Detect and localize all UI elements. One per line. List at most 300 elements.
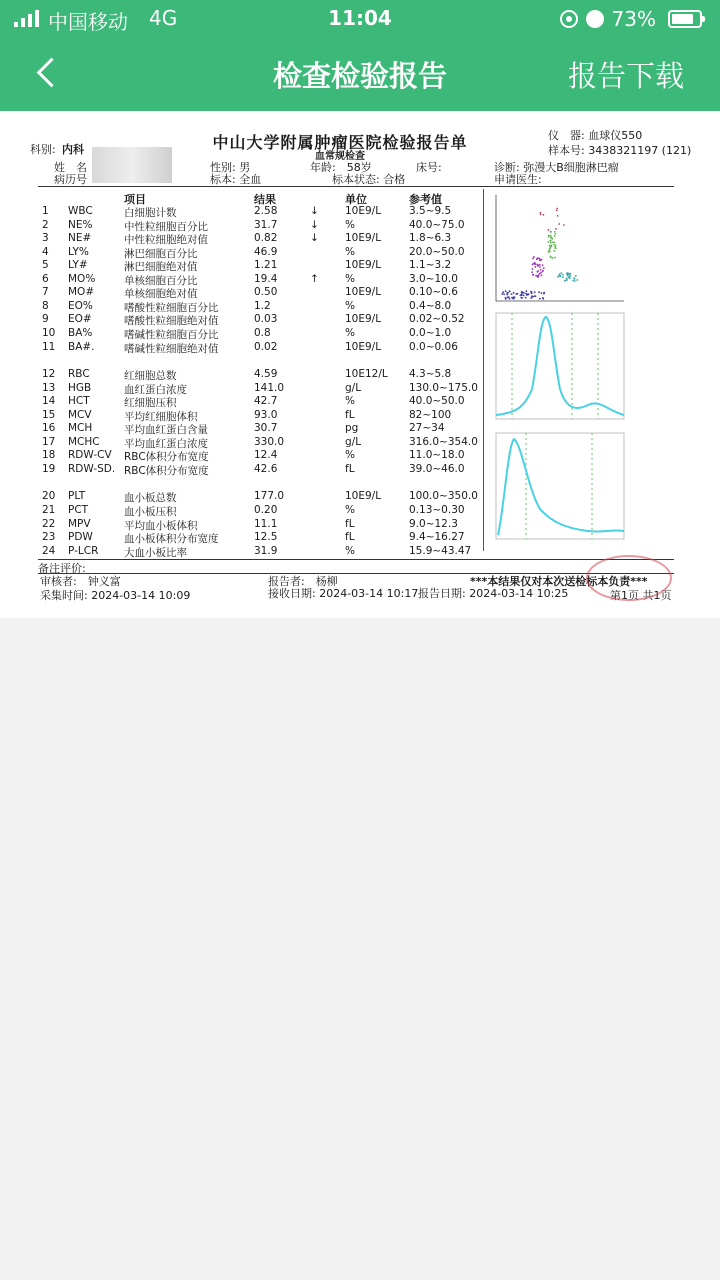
cell-code: RBC (68, 368, 90, 381)
scatter-dot (536, 258, 538, 260)
scatter-dot (534, 291, 536, 293)
cell-flag: ↓ (310, 218, 319, 231)
cell-unit: % (345, 299, 355, 312)
cell-unit: 10E9/L (345, 232, 382, 245)
scatter-dot (574, 280, 576, 282)
scatter-dot (521, 294, 523, 296)
scatter-dot (509, 290, 511, 292)
cell-n: 3 (42, 232, 49, 245)
specimen: 标本: 全血 (210, 173, 262, 186)
cell-n: 13 (42, 381, 56, 394)
cell-unit: 10E9/L (345, 340, 382, 353)
scatter-dot (573, 277, 575, 279)
wbc-scatter-plot (496, 195, 624, 301)
cell-name: RBC体积分布宽度 (124, 451, 209, 464)
scatter-dot (542, 264, 544, 266)
cell-n: 23 (42, 531, 56, 544)
scatter-dot (550, 240, 552, 242)
cell-unit: fL (345, 408, 355, 421)
scatter-dot (502, 291, 504, 293)
cell-ref: 82~100 (409, 408, 452, 421)
remarks-label: 备注评价: (38, 562, 86, 575)
specimen-status: 标本状态: 合格 (332, 173, 406, 186)
scatter-dot (539, 266, 541, 268)
scatter-dot (525, 297, 527, 299)
cell-n: 15 (42, 408, 56, 421)
scatter-dot (527, 294, 529, 296)
scatter-dot (537, 265, 539, 267)
cell-flag: ↓ (310, 232, 319, 245)
table-row (38, 368, 483, 382)
cell-value: 31.7 (254, 218, 278, 231)
cell-value: 46.9 (254, 245, 278, 258)
scatter-dot (552, 257, 554, 259)
scatter-dot (566, 278, 568, 280)
cell-unit: g/L (345, 435, 362, 448)
cell-unit: 10E12/L (345, 368, 388, 381)
status-right (560, 7, 702, 31)
cell-code: NE% (68, 218, 93, 231)
table-row (38, 313, 483, 327)
cell-name: 血红蛋白浓度 (124, 383, 187, 396)
cell-name: 嗜酸性粒细胞绝对值 (124, 315, 219, 328)
table-row (38, 504, 483, 518)
cell-name: 平均红细胞体积 (124, 410, 198, 423)
cell-ref: 316.0~354.0 (409, 435, 478, 448)
cell-flag: ↑ (310, 272, 319, 285)
table-row (38, 518, 483, 532)
cell-value: 1.2 (254, 299, 271, 312)
scatter-dot (521, 291, 523, 293)
cell-n: 4 (42, 245, 49, 258)
reporter: 报告者: 杨柳 (268, 575, 338, 588)
plt-histogram (496, 433, 624, 539)
report-time: 报告日期: 2024-03-14 10:25 (418, 587, 569, 600)
table-row (38, 205, 483, 219)
cell-ref: 40.0~75.0 (409, 218, 465, 231)
cell-ref: 0.13~0.30 (409, 504, 465, 516)
cell-unit: fL (345, 517, 355, 530)
scatter-dot (538, 291, 540, 293)
cell-n: 18 (42, 449, 56, 462)
scatter-dot (540, 272, 542, 274)
scatter-dot (533, 274, 535, 276)
scatter-dot (505, 298, 507, 300)
cell-code: LY% (68, 245, 89, 258)
col-header-ref: 参考值 (409, 193, 442, 206)
table-row (38, 422, 483, 436)
cell-ref: 0.4~8.0 (409, 299, 452, 312)
scatter-dot (534, 295, 536, 297)
cell-value: 19.4 (254, 272, 278, 285)
cell-code: HCT (68, 395, 90, 408)
cell-name: 平均血红蛋白浓度 (124, 437, 208, 450)
cell-ref: 15.9~43.47 (409, 544, 472, 557)
col-header-unit: 单位 (345, 193, 367, 206)
scatter-dot (556, 210, 558, 212)
cell-value: 0.50 (254, 286, 278, 299)
cell-ref: 0.10~0.6 (409, 286, 458, 299)
hospital-seal (586, 555, 672, 601)
status-bar (0, 0, 720, 38)
cell-n: 12 (42, 368, 56, 381)
cell-code: RDW-SD. (68, 462, 116, 475)
scatter-dot (553, 244, 555, 246)
scatter-dot (503, 293, 505, 295)
diagnosis: 诊断: 弥漫大B细胞淋巴瘤 (494, 161, 619, 174)
table-row (38, 246, 483, 260)
scatter-dot (506, 294, 508, 296)
cell-ref: 130.0~175.0 (409, 381, 478, 394)
cell-name: 嗜碱性粒细胞百分比 (124, 328, 219, 341)
scatter-dot (554, 231, 556, 233)
scatter-dot (557, 215, 559, 217)
cell-code: MPV (68, 517, 91, 530)
scatter-dot (549, 247, 551, 249)
cell-code: LY# (68, 259, 88, 272)
scatter-dot (537, 276, 539, 278)
cell-value: 0.20 (254, 504, 278, 516)
cell-value: 42.7 (254, 395, 278, 408)
scatter-dot (557, 276, 559, 278)
cell-unit: 10E9/L (345, 259, 382, 272)
scatter-dot (555, 228, 557, 230)
col-header-item: 项目 (124, 193, 146, 206)
cell-unit: 10E9/L (345, 205, 382, 217)
scatter-dot (542, 297, 544, 299)
scatter-dot (549, 245, 551, 247)
cell-value: 1.21 (254, 259, 278, 272)
scatter-dot (533, 262, 535, 264)
scatter-dot (541, 274, 543, 276)
cell-n: 6 (42, 272, 49, 285)
scatter-dot (550, 231, 552, 233)
cell-n: 22 (42, 517, 56, 530)
cell-ref: 20.0~50.0 (409, 245, 465, 258)
table-row (38, 531, 483, 545)
cell-n: 11 (42, 340, 56, 353)
scatter-dot (575, 275, 577, 277)
download-report-button[interactable]: 报告下载 (567, 59, 684, 93)
scatter-dot (554, 235, 556, 237)
cell-code: P-LCR (68, 544, 99, 557)
cell-name: 中性粒细胞绝对值 (124, 234, 208, 247)
cell-n: 24 (42, 544, 56, 557)
cell-n: 1 (42, 205, 49, 217)
cell-n: 20 (42, 490, 56, 503)
cell-name: 血小板总数 (124, 492, 177, 505)
cell-value: 12.5 (254, 531, 278, 544)
scatter-dot (532, 296, 534, 298)
scatter-dot (562, 274, 564, 276)
scatter-dot (550, 242, 552, 244)
cell-name: 白细胞计数 (124, 207, 177, 219)
scatter-dot (550, 235, 552, 237)
scatter-dot (548, 236, 550, 238)
scatter-dot (539, 260, 541, 262)
scatter-dot (543, 214, 545, 216)
cell-n: 9 (42, 313, 49, 326)
table-row (38, 341, 483, 355)
scatter-dot (556, 208, 558, 210)
cell-value: 0.02 (254, 340, 278, 353)
scatter-dot (515, 293, 517, 295)
scatter-dot (547, 241, 549, 243)
cell-code: BA% (68, 326, 93, 339)
cell-name: 嗜酸性粒细胞百分比 (124, 301, 219, 314)
scatter-dot (548, 250, 550, 252)
scatter-dot (501, 293, 503, 295)
cell-unit: % (345, 272, 355, 285)
cell-name: 淋巴细胞百分比 (124, 247, 198, 260)
cell-value: 42.6 (254, 462, 278, 475)
rotation-lock-icon (560, 10, 578, 28)
cell-n: 5 (42, 259, 49, 272)
cell-ref: 1.1~3.2 (409, 259, 452, 272)
lab-report-image (0, 111, 720, 618)
cell-name: 淋巴细胞绝对值 (124, 261, 198, 274)
scatter-dot (553, 250, 555, 252)
cell-code: BA#. (68, 340, 95, 353)
scatter-dot (567, 275, 569, 277)
cell-n: 2 (42, 218, 49, 231)
cell-ref: 39.0~46.0 (409, 462, 465, 475)
scatter-dot (509, 298, 511, 300)
cell-code: EO# (68, 313, 92, 326)
dept-label: 科别: (30, 143, 56, 156)
cell-name: 大血小板比率 (124, 546, 187, 559)
cell-unit: % (345, 395, 355, 408)
scatter-dot (507, 292, 509, 294)
age: 年龄: 58岁 (310, 161, 372, 174)
table-row (38, 219, 483, 233)
table-row (38, 490, 483, 504)
table-row (38, 382, 483, 396)
scatter-dot (555, 247, 557, 249)
network-type: 4G (149, 6, 178, 30)
scatter-dot (548, 229, 550, 231)
table-row (38, 545, 483, 559)
rbc-curve (496, 317, 624, 415)
cell-ref: 4.3~5.8 (409, 368, 452, 381)
sample-number: 样本号: 3438321197 (121) (548, 144, 692, 157)
cell-name: 嗜碱性粒细胞绝对值 (124, 342, 219, 355)
scatter-dot (511, 297, 513, 299)
scatter-dot (532, 258, 534, 260)
cell-value: 2.58 (254, 205, 278, 217)
plot-frame (496, 313, 624, 419)
app-header (0, 0, 720, 111)
scatter-dot (507, 296, 509, 298)
cell-unit: g/L (345, 381, 362, 394)
collect-time: 采集时间: 2024-03-14 10:09 (40, 589, 191, 602)
cell-ref: 100.0~350.0 (409, 490, 478, 503)
table-row (38, 273, 483, 287)
scatter-dot (521, 297, 523, 299)
cell-name: 红细胞压积 (124, 397, 177, 410)
scatter-dot (540, 269, 542, 271)
cell-flag: ↓ (310, 205, 319, 217)
cell-unit: fL (345, 462, 355, 475)
scatter-dot (513, 298, 515, 300)
scatter-dot (532, 264, 534, 266)
cell-code: MO% (68, 272, 96, 285)
status-time: 11:04 (328, 6, 392, 30)
cell-name: 单核细胞绝对值 (124, 288, 198, 301)
scatter-dot (513, 296, 515, 298)
battery-icon (668, 10, 702, 28)
cell-unit: 10E9/L (345, 490, 382, 503)
scatter-dot (543, 293, 545, 295)
table-row (38, 327, 483, 341)
sex: 性别: 男 (210, 161, 251, 174)
cell-value: 4.59 (254, 368, 278, 381)
cell-n: 21 (42, 504, 56, 516)
scatter-dot (539, 298, 541, 300)
cell-value: 0.8 (254, 326, 271, 339)
cell-value: 330.0 (254, 435, 285, 448)
cell-code: PCT (68, 504, 89, 516)
cell-n: 10 (42, 326, 56, 339)
requesting-doctor: 申请医生: (494, 173, 542, 186)
scatter-dot (543, 267, 545, 269)
cell-code: NE# (68, 232, 92, 245)
cell-code: MO# (68, 286, 95, 299)
scatter-dot (531, 271, 533, 273)
cell-code: RDW-CV (68, 449, 112, 462)
scatter-dot (541, 292, 543, 294)
scatter-dot (563, 224, 565, 226)
table-row (38, 463, 483, 477)
table-row (38, 449, 483, 463)
scatter-dot (558, 223, 560, 225)
cell-code: WBC (68, 205, 93, 217)
cell-name: 平均血小板体积 (124, 519, 198, 532)
cell-value: 0.03 (254, 313, 278, 326)
cell-value: 11.1 (254, 517, 278, 530)
cell-ref: 27~34 (409, 422, 445, 435)
scatter-dot (554, 242, 556, 244)
rbc-histogram (496, 313, 624, 419)
cell-value: 12.4 (254, 449, 278, 462)
scatter-dot (540, 212, 542, 214)
scatter-dot (511, 293, 513, 295)
scatter-dot (526, 290, 528, 292)
cell-value: 141.0 (254, 381, 285, 394)
cell-ref: 0.02~0.52 (409, 313, 465, 326)
cell-n: 17 (42, 435, 56, 448)
cell-ref: 40.0~50.0 (409, 395, 465, 408)
scatter-dot (559, 275, 561, 277)
scatter-dot (570, 273, 572, 275)
cell-name: 红细胞总数 (124, 370, 177, 383)
report-subtitle: 血常规检查 (315, 151, 365, 162)
cell-n: 7 (42, 286, 49, 299)
cell-unit: % (345, 245, 355, 258)
cell-unit: pg (345, 422, 359, 435)
cell-name: 单核细胞百分比 (124, 274, 198, 287)
cell-unit: % (345, 449, 355, 462)
scatter-dot (562, 276, 564, 278)
battery-percent: 73% (611, 7, 656, 31)
bed-number: 床号: (416, 161, 442, 174)
plt-curve (498, 439, 624, 535)
table-row (38, 286, 483, 300)
divider (38, 186, 674, 187)
scatter-dot (566, 272, 568, 274)
cell-ref: 9.0~12.3 (409, 517, 458, 530)
cell-name: 血小板压积 (124, 506, 177, 518)
cell-name: 平均血红蛋白含量 (124, 424, 208, 437)
scatter-dot (554, 233, 556, 235)
scatter-dot (532, 268, 534, 270)
table-row (38, 436, 483, 450)
scatter-dot (505, 290, 507, 292)
page-info: 第1页 共1页 (610, 589, 672, 602)
table-row (38, 259, 483, 273)
scatter-dot (554, 257, 556, 259)
redacted-patient-info (92, 147, 172, 183)
scatter-dot (564, 280, 566, 282)
hematology-plots (484, 189, 674, 551)
table-row (38, 300, 483, 314)
report-title: 中山大学附属肿瘤医院检验报告单 (212, 133, 468, 152)
cell-unit: % (345, 504, 355, 516)
record-no-label: 病历号 (54, 173, 87, 186)
table-row (38, 409, 483, 423)
table-row (38, 395, 483, 409)
cell-code: HGB (68, 381, 92, 394)
cell-ref: 1.8~6.3 (409, 232, 452, 245)
cell-ref: 0.0~0.06 (409, 340, 458, 353)
cell-n: 16 (42, 422, 56, 435)
cell-code: MCH (68, 422, 93, 435)
receive-time: 接收日期: 2024-03-14 10:17 (268, 587, 419, 600)
reviewer: 审核者: 钟义富 (40, 575, 121, 588)
cell-ref: 9.4~16.27 (409, 531, 465, 544)
carrier-name: 中国移动 (48, 10, 128, 34)
scatter-dot (572, 280, 574, 282)
cell-ref: 11.0~18.0 (409, 449, 465, 462)
dept-value: 内科 (62, 143, 84, 156)
page-title: 检查检验报告 (272, 59, 447, 93)
cell-value: 31.9 (254, 544, 278, 557)
divider (38, 559, 674, 560)
cell-value: 30.7 (254, 422, 278, 435)
cell-value: 0.82 (254, 232, 278, 245)
cell-unit: fL (345, 531, 355, 544)
scatter-dot (530, 297, 532, 299)
table-row (38, 232, 483, 246)
cell-ref: 3.0~10.0 (409, 272, 458, 285)
name-label: 姓 名 (54, 161, 87, 174)
cell-code: EO% (68, 299, 93, 312)
cell-code: PLT (68, 490, 86, 503)
cell-value: 177.0 (254, 490, 285, 503)
cell-name: 血小板体积分布宽度 (124, 533, 219, 546)
scatter-dot (550, 237, 552, 239)
cell-code: MCV (68, 408, 92, 421)
cell-name: 中性粒细胞百分比 (124, 220, 208, 233)
scatter-dot (551, 238, 553, 240)
cell-code: PDW (68, 531, 93, 544)
cell-unit: 10E9/L (345, 313, 382, 326)
cell-ref: 0.0~1.0 (409, 326, 452, 339)
scatter-dot (552, 241, 554, 243)
cell-name: RBC体积分布宽度 (124, 464, 209, 477)
alarm-icon (586, 10, 604, 28)
scatter-dot (539, 264, 541, 266)
